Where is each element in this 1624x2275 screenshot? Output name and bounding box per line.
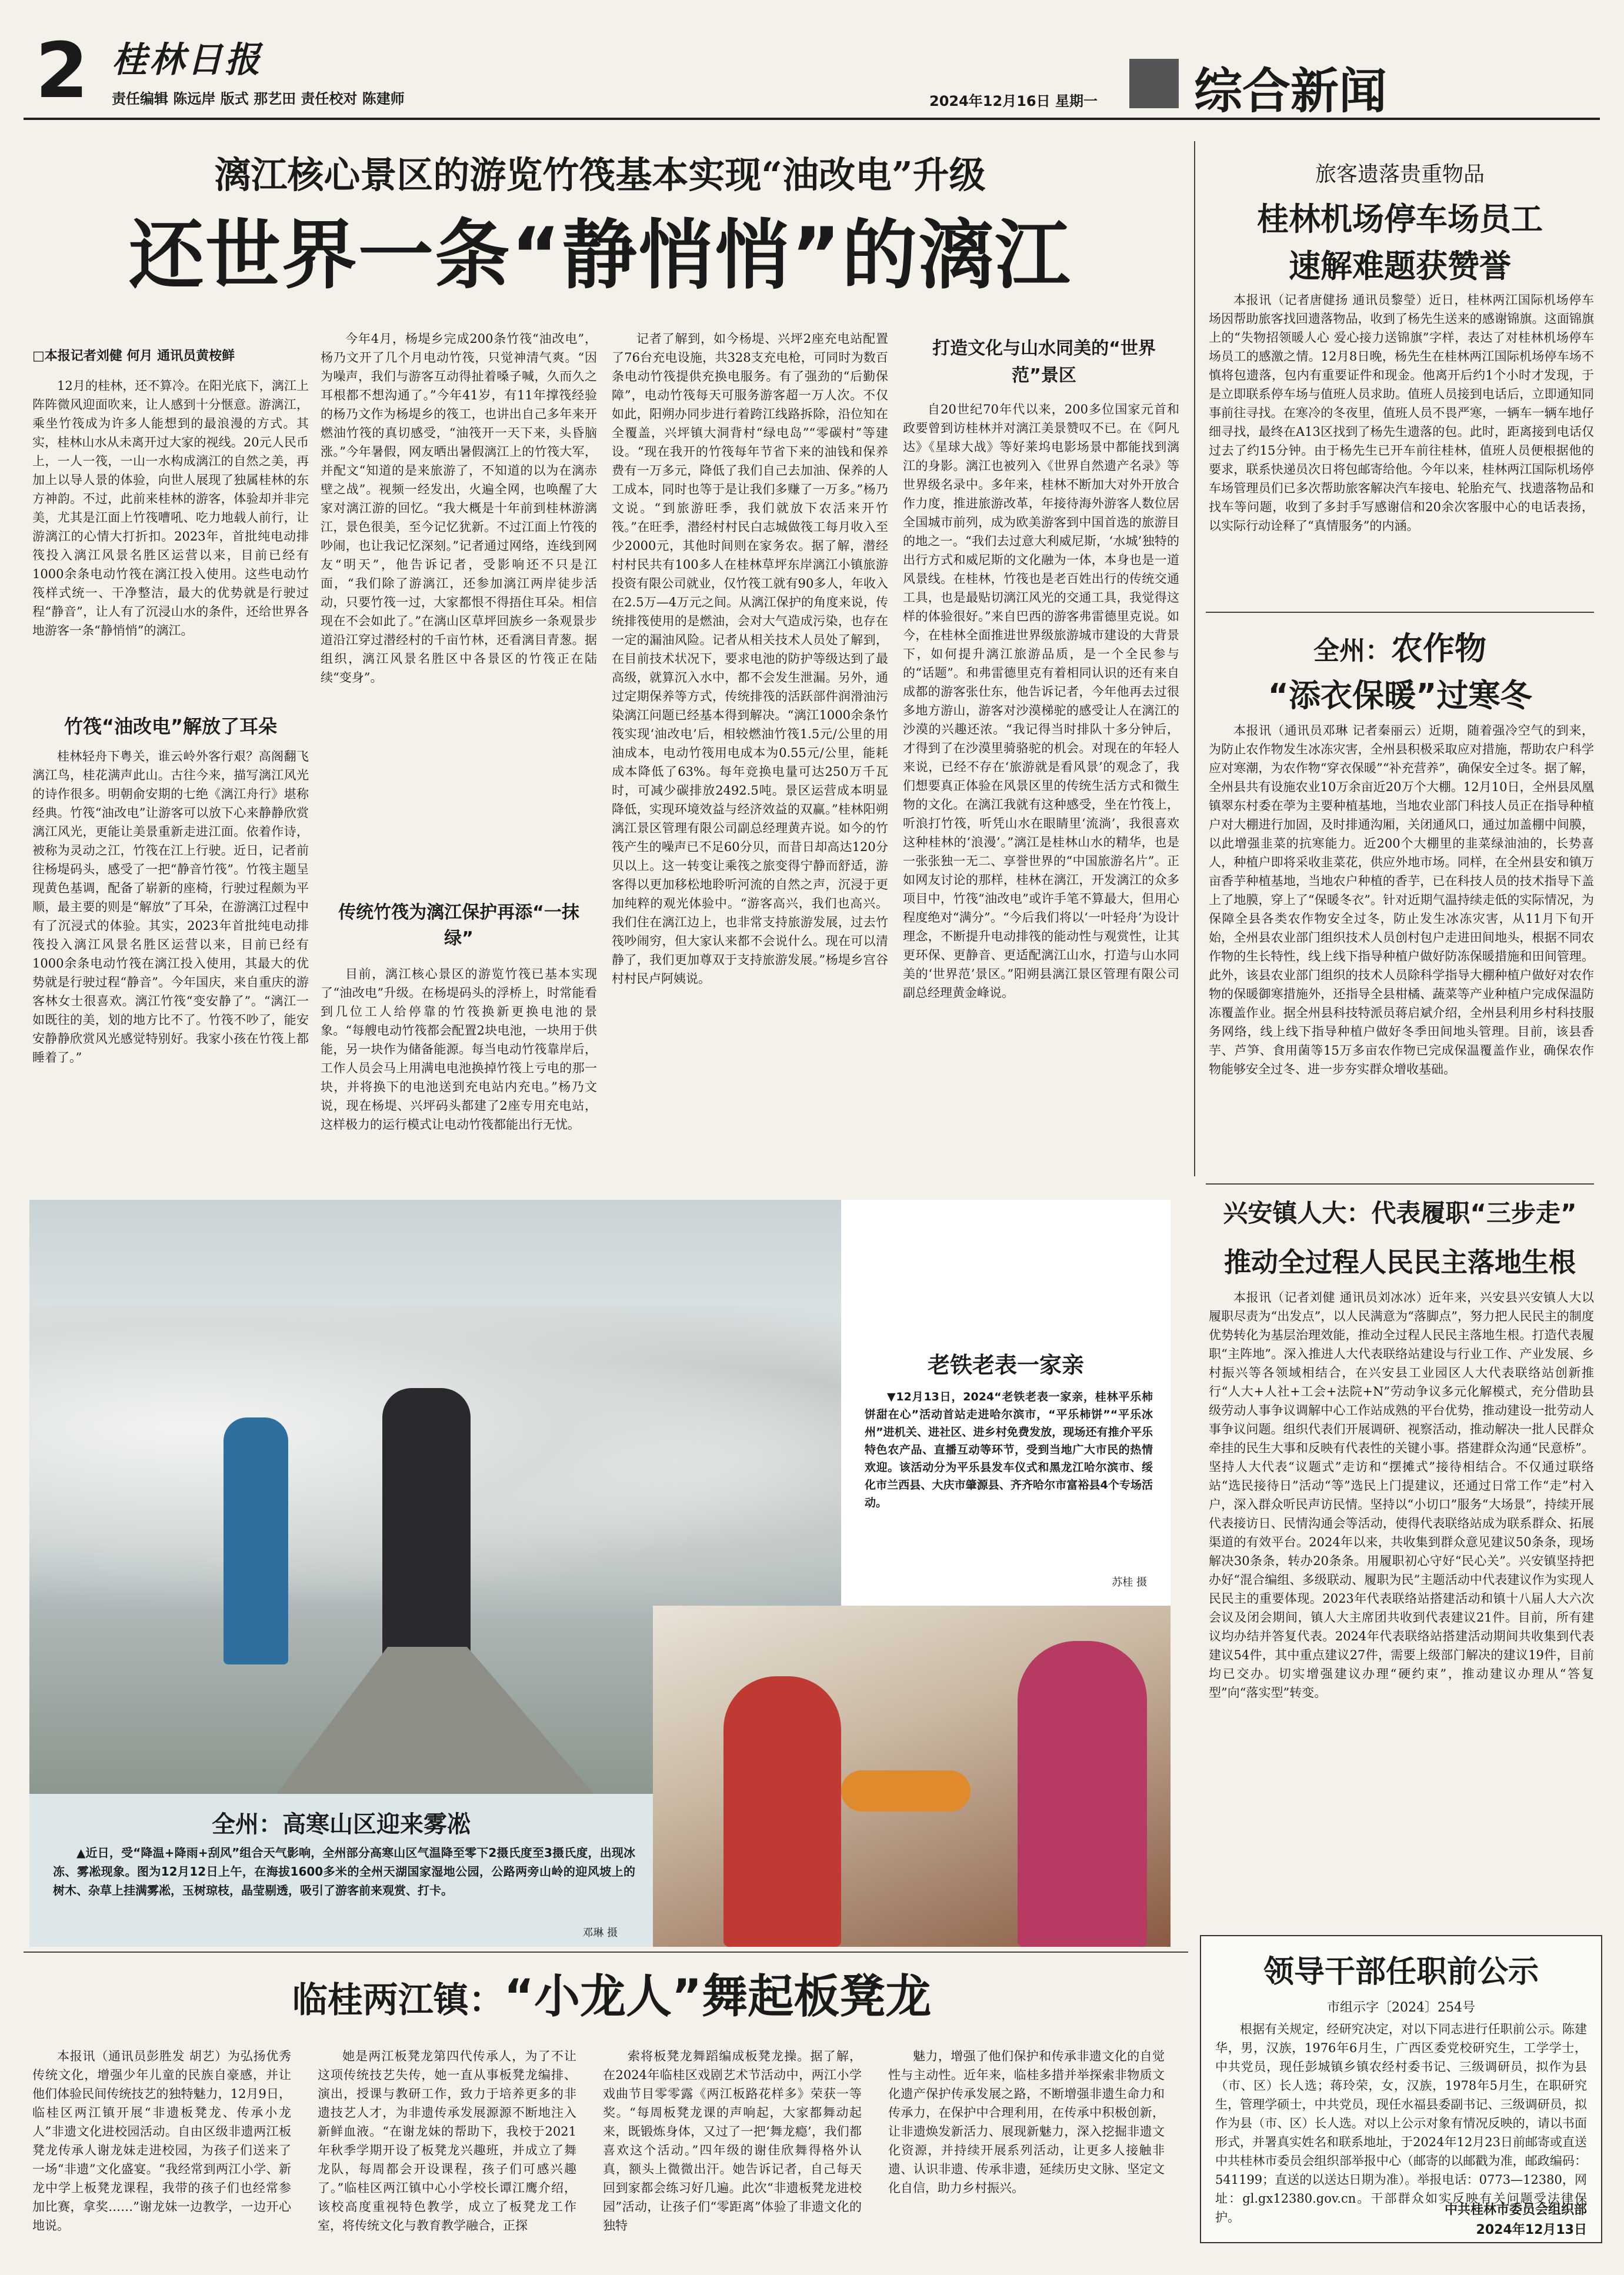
notice-ref: 市组示字〔2024〕254号	[1327, 2000, 1475, 2015]
bottom-headline	[29, 1964, 1194, 2033]
bottom-rule	[24, 1952, 1188, 1953]
rt-rule	[1206, 612, 1594, 613]
notice-body: 根据有关规定，经研究决定，对以下同志进行任职前公示。陈建华，男，汉族，1976年6月生，广西区委党校研究生，工学学士，中共党员，现任彭城镇乡镇农经村委书记、三级调研员，拟作为县（市、区）长人选；蒋玲荣，女，汉族，1978年5月生，在职研究生，管理学硕士，中共党员，现任水福县委副书记、三级调研员，拟作为县（市、区）长人选。对以上公示对象有情况反映的，请以书面形式，并署真实姓名和联系地址，于2024年12月23日前邮寄或直送中共桂林市委员会组织部举报中心（邮寄的以邮戳为准，邮政编码：541199；直送的以送达日期为准）。举报电话：0773—12380，网址：gl.gx12380.gov.cn。干部群众如实反映有关问题受法律保护。	[1215, 2022, 1587, 2224]
lead-col2b: 目前，漓江核心景区的游览竹筏已基本实现了“油改电”升级。在杨堤码头的浮桥上，时常能看到几位工人给停靠的竹筏换新更换电池的景象。“每艘电动竹筏都会配置2块电池，一块用于供能，另一块作为储备能源。每当电动竹筏靠岸后，工作人员会马上用满电电池换掉竹筏上亏电的那一块，并将换下的电池送到充电站内充电。”杨乃文说，现在杨堤、兴坪码头都建了2座专用充电站，这样极力的运行模式让电动竹筏都能出行无忧。	[321, 967, 597, 1132]
persimmon-caption: ▼12月13日，2024“老铁老表一家亲，桂林平乐柿饼甜在心”活动首站走进哈尔滨市，“平乐柿饼”“平乐冰州”进机关、进社区、进乡村免费发放，现场还有推介平乐特色农产品、直播互动等环节，受到当地广大市民的热情欢迎。该活动分为平乐县发车仪式和黑龙江哈尔滨市、绥化市兰西县、大庆市肇源县、齐齐哈尔市富裕县4个专场活动。	[865, 1390, 1153, 1509]
rl-body: 本报讯（记者刘健 通讯员刘冰冰）近年来，兴安县兴安镇人大以履职尽责为“出发点”，以人民满意为“落脚点”，努力把人民民主的制度优势转化为基层治理效能，推动全过程人民民主落地生根。打造代表履职“主阵地”。深入推进人大代表联络站建设与行业工作、产业发展、乡村振兴等各领域相结合，在兴安县工业园区人大代表联络站创新推行“人大+人社+工会+法院+N”劳动争议多元化解模式，充分借助县级劳动人事争议调解中心工作站成熟的平台优势，推动建设一批劳动人事争议问题。组织代表们开展调研、视察活动，推动解决一批人民群众牵挂的民生大事和反映有代表性的关键小事。搭建群众沟通“民意桥”。坚持人大代表“议题式”走访和“摆摊式”接待相结合。不仅通过联络站“选民接待日”活动“等”选民上门提建议，还通过日常工作“走”村入户，深入群众听民声访民情。坚持以“小切口”服务“大场景”，持续开展代表接访日、民情沟通会等活动，使得代表联络站成为联系群众、拓展渠道的有效平台。2024年以来，共收集到群众意见建议50条条，现场解决30条条，转办20条条。用履职初心守好“民心关”。兴安镇坚持把办好“混合编组、多级联动、履职为民”主题活动中代表建议作为实现人民民主的重要体现。2023年代表联络站搭建活动和镇十八届人大六次会议及闭会期间，镇人大主席团共收到代表建议21件。目前，所有建议均办结并答复代表。2024年代表联络站搭建活动期间共收集到代表建议54件，其中重点建议27件，需要上级部门解决的建议19件，目前均已交办。切实增强建议办理“硬约束”，推动建议办理从“答复型”向“落实型”转变。	[1209, 1290, 1594, 1700]
rt-headline-1: 桂林机场停车场员工	[1257, 201, 1543, 238]
lead-sub2: 传统竹筏为漓江保护再添“一抹绿”	[338, 902, 579, 949]
notice-box	[1200, 1935, 1602, 2243]
notice-title: 领导干部任职前公示	[1263, 1954, 1539, 1990]
rm-headline-1	[1206, 623, 1594, 669]
page-number: 2	[35, 26, 89, 115]
bottom-headline-text: “小龙人”舞起板凳龙	[503, 1970, 932, 2023]
bottom-col3: 索将板凳龙舞蹈编成板凳龙操。据了解，在2024年临桂区戏剧艺术节活动中，两江小学戏曲节目零零露《两江板路花样多》荣获一等奖。“每周板凳龙课的声响起，大家都舞动起来，既锻炼身体，又过了一把‘舞龙瘾’，我们都喜欢这个活动。”四年级的谢佳欣舞得格外认真，额头上微微出汗。她告诉记者，自己每天回到家都会练习好几遍。此次“非遗板凳龙进校园”活动，让孩子们“零距离”体验了非遗文化的独特	[603, 2049, 862, 2233]
rm-place: 全州：	[1313, 636, 1391, 666]
lead-byline: □本报记者刘健 何月 通讯员黄桉鲜	[32, 349, 235, 363]
bottom-col2: 她是两江板凳龙第四代传承人，为了不让这项传统技艺失传，她一直从事板凳龙编排、演出，授课与教研工作，致力于培养更多的非遗技艺人才，为非遗传承发展源源不断地注入新鲜血液。“在谢龙妹的帮助下，我校于2021年秋季学期开设了板凳龙兴趣班，并成立了舞龙队，每周都会开设课程，孩子们可感兴趣了。”临桂区两江镇中心小学校长谭江鹰介绍，该校高度重视特色教学，成立了板凳龙工作室，将传统文化与教育教学融合，正探	[318, 2049, 576, 2233]
notice-sign-org: 中共桂林市委员会组织部	[1444, 2203, 1587, 2217]
lead-headline: 还世界一条“静悄悄”的漓江	[128, 212, 1072, 299]
lead-col3: 记者了解到，如今杨堤、兴坪2座充电站配置了76台充电设施，共328支充电枪，可同时为数百条电动竹筏提供充换电服务。有了强劲的“后勤保障”，电动竹筏每天可服务游客超一万人次。不仅如此，阳朔办同步进行着跨江线路拆除，沿位知在全覆盖，兴坪镇大洞背村“绿电岛”“零碳村”等建设。“现在我开的竹筏每年节省下来的油钱和保养费有一万多元，降低了我们自己去加油、保养的人工成本，同时也等于是让我们多赚了一万多。”杨乃文说。“到旅游旺季，我们就放下农活来开竹筏。”在旺季，潜经村村民白志城做筏工每月收入至少2000元，其他时间则在家务农。据了解，潜经村村民共有100多人在桂林草坪东岸漓江小镇旅游投资有限公司就业，仅竹筏工就有90多人，年收入在2.5万—4万元之间。从漓江保护的角度来说，传统排筏使用的是燃油，会对大气造成污染，也存在一定的漏油风险。记者从相关技术人员处了解到，在目前技术状况下，要求电池的防护等级达到了最高级，就算沉入水中，都不会发生泄漏。另外，通过定期保养等方式，传统排筏的活跃部件润滑油污染漓江问题已经基本得到解决。“漓江1000余条竹筏实现‘油改电’后，相较燃油竹筏1.5元/公里的用油成本，电动竹筏用电成本为0.55元/公里，能耗成本降低了63%。每年竞换电量可达250万千瓦时，可减少碳排放2492.5吨。景区运营成本明显降低，实现环境效益与经济效益的双赢。”桂林阳朔漓江景区管理有限公司副总经理黄卉说。如今的竹筏产生的噪声已不足60分贝，而昔日却高达120分贝以上。这一转变让乘筏之旅变得宁静而舒适，游客得以更加移松地聆听河流的自然之声，沉浸于更加纯粹的观光体验中。“游客高兴，我们也高兴。我们住在漓江边上，也非常支持旅游发展，过去竹筏吵闹穷，但大家认来都不会说什么。现在可以清静了，我们更加尊双于支持旅游发展。”杨堤乡宫谷村村民卢阿姨说。	[612, 332, 888, 986]
rl-headline-2: 推动全过程人民民主落地生根	[1224, 1246, 1576, 1278]
section-marker	[1129, 59, 1179, 108]
staff-line: 责任编辑 陈远岸 版式 那艺田 责任校对 陈建师	[112, 91, 405, 107]
lead-sub3: 打造文化与山水同美的“世界范”景区	[932, 338, 1156, 386]
persimmon-photo	[653, 1606, 1171, 1947]
lead-kicker: 漓江核心景区的游览竹筏基本实现“油改电”升级	[214, 154, 986, 196]
rm-headline-text: 农作物	[1391, 630, 1486, 667]
rt-kicker: 旅客遗落贵重物品	[1315, 162, 1485, 186]
lead-sub1: 竹筏“油改电”解放了耳朵	[64, 715, 278, 738]
persimmon-tray	[841, 1770, 971, 1812]
bottom-col4: 魅力，增强了他们保护和传承非遗文化的自觉性与主动性。近年来，临桂多措并举探索非物质文化遗产保护传承发展之路，不断增强非遗生命力和传承力，在保护中合理利用，在传承中积极创新，让非遗焕发新活力、展现新魅力，深入挖掘非遗文化资源，并持续开展系列活动，让更多人接触非遗、认识非遗、传承非遗，延续历史文脉、坚定文化自信，助力乡村振兴。	[888, 2049, 1165, 2195]
persimmon-credit: 苏桂 摄	[1112, 1576, 1147, 1589]
section-name: 综合新闻	[1194, 64, 1388, 119]
masthead	[24, 24, 1600, 120]
rm-rule	[1206, 1183, 1594, 1185]
rt-headline-2: 速解难题获赞誉	[1289, 248, 1511, 285]
rm-body: 本报讯（通讯员邓琳 记者秦丽云）近期，随着强冷空气的到来，为防止农作物发生冰冻灾害，全州县积极采取应对措施，帮助农户科学应对寒潮，为农作物“穿衣保暖”“补充营养”，确保安全过冬。据了解，全州县共有设施农业10万余亩近20万个大棚。12月10日，全州县凤凰镇翠东村委在荸为主要种植基地，当地农业部门科技人员正在指导种植户对大棚进行加固，及时排通沟厢，关闭通风口，通过加盖棚中间膜，以此增强韭菜的抗寒能力。近200个大棚里的韭菜绿油油的，长势喜人，种植户即将采收韭菜花，供应外地市场。同样，在全州县安和镇万亩香芋种植基地，当地农户种植的香芋，已在科技人员的技术指导下盖上了地膜，穿上了“保暖冬衣”。针对近期气温持续走低的实际情况，为保障全县各类农作物安全过冬，防止发生冰冻灾害，从11月下旬开始，全州县农业部门组织技术人员创村包户走进田间地头，根据不同农作物的生长特性，线上线下指导种植户做好防冻保暖措施和田间管理。此外，该县农业部门组织的技术人员除科学指导大棚种植户做好对农作物的保暖御寒措施外，还指导全县柑橘、蔬菜等产业种植户完成保温防冻覆盖作业。据全州县科技特派员蒋启斌介绍，全州县利用乡村科技服务网络，线上线下指导种植户做好冬季田间地头管理。目前，该县香芋、芦笋、食用菌等15万多亩农作物已完成保温覆盖作业，确保农作物能够安全过冬、进一步夯实群众增收基础。	[1209, 723, 1594, 1076]
lead-col1b: 桂林轻舟下粤关，谁云岭外客行艰？高阁翻飞漓江鸟，桂花满声此山。古往今来，描写漓江风光的诗作很多。明朝俞安期的七绝《漓江舟行》堪称经典。竹筏“油改电”让游客可以放下心来静静欣赏漓江风光，更能让美景重新走进江面。依着作诗，被称为灵动之江，竹筏在江上行驶。近日，记者前往杨堤码头，感受了一把“静音竹筏”。竹筏主题呈现黄色基调，配备了崭新的座椅，行驶过程颇为平顺，最主要的则是“解放”了耳朵，在游漓江过程中有了沉浸式的体验。其实，2023年首批纯电动排筏投入漓江风景名胜区运营以来，目前已经有1000余条电动竹筏在漓江投入使用，其最大的优势就是行驶过程“静音”。今年国庆，来自重庆的游客林女士很喜欢。漓江竹筏“变安静了”。“漓江一如既往的美，划的地方比不了。竹筏不吵了，能安安静静欣赏风光感觉特别好。我家小孩在竹筏上都睡着了。”	[32, 749, 309, 1065]
rime-caption-title: 全州：高寒山区迎来雾凇	[212, 1811, 471, 1838]
column-rule	[1194, 141, 1195, 1176]
lead-col2: 今年4月，杨堤乡完成200条竹筏“油改电”，杨乃文开了几个月电动竹筏，只觉神清气爽。“因为噪声，我们与游客互动得扯着嗓子喊，久而久之耳根都不想沟通了。”今年41岁，有11年撑筏经验的杨乃文作为杨堤乡的筏工，也讲出自己多年来开燃油竹筏的真切感受，“油筏开一天下来，头昏脑涨。”今年暑假，网友晒出暑假漓江上的竹筏大军，并配文“知道的是来旅游了，不知道的以为在漓赤壁之战”。视频一经发出，火遍全网，也唤醒了大家对漓江游的回忆。“我大概是十年前到桂林游漓江，景色很美，至今记忆犹新。不过江面上竹筏的吵闹，也让我记忆深刻。”记者通过网络，连线到网友“明天”，他告诉记者，受影响还不只是江面，“我们除了游漓江，还参加漓江两岸徒步活动，只要竹筏一过，大家都恨不得捂住耳朵。相信现在不会如此了。”在漓山区草坪回族乡一条观景步道沿江穿过潜经村的千亩竹林，还看漓目青葱。据组织，漓江风景名胜区中各景区的竹筏正在陆续“变身”。	[321, 332, 597, 685]
woman-figure-left	[723, 1676, 841, 1947]
bottom-col1: 本报讯（通讯员彭胜发 胡艺）为弘扬优秀传统文化，增强少年儿童的民族自豪感，并让他们体验民间传统技艺的独特魅力，12月9日，临桂区两江镇开展“非遗板凳龙、传承小龙人”非遗文化进校园活动。自由区级非遗两江板凳龙传承人谢龙妹走进校园，为孩子们送来了一场“非遗”文化盛宴。“我经常到两江小学、新龙中学上板凳龙课程，我带的孩子们也经常参加比赛，拿奖……”谢龙妹一边教学，一边开心地说。	[32, 2049, 291, 2233]
rime-credit: 邓琳 摄	[582, 1927, 618, 1939]
rm-headline-2: “添衣保暖”过寒冬	[1268, 677, 1532, 714]
issue-date: 2024年12月16日 星期一	[929, 93, 1098, 109]
rt-body: 本报讯（记者唐健扬 通讯员黎瑩）近日，桂林两江国际机场停车场因帮助旅客找回遗落物品，收到了杨先生送来的感谢锦旗。这面锦旗上的“失物招领暖人心 爱心接力送锦旗”字样，表达了对桂林机场停车场员工的感激之情。12月8日晚，杨先生在桂林两江国际机场停车场不慎将包遗落，包内有重要证件和现金。他离开后约1个小时才发现，于是立即联系停车场与值班人员求助。值班人员接到电话后，立即通知同事前往寻找。在寒冷的冬夜里，值班人员不畏严寒，一辆车一辆车地仔细寻找，最终在A13区找到了杨先生遗落的包。此时，距离接到电话仅过去了约15分钟。由于杨先生已开车前往桂林，值班人员便根据他的要求，联系快递员次日将包邮寄给他。今年以来，桂林两江国际机场停车场管理员们已多次帮助旅客解决汽车接电、轮胎充气、找遗落物品和找车等问题，收到了多封手写感谢信和20余次客服中心的电话表扬，以实际行动诠释了“真情服务”的内涵。	[1209, 293, 1594, 533]
persimmon-caption-title: 老铁老表一家亲	[927, 1352, 1084, 1378]
lead-col4: 自20世纪70年代以来，200多位国家元首和政要曾到访桂林并对漓江美景赞叹不已。在《阿凡达》《星球大战》等好莱坞电影场景中都能找到漓江的身影。漓江也被列入《世界自然遗产名录》等世界级名录中。多年来，桂林不断加大对外开放合作力度，推进旅游改革，年接待海外游客人数位居全国城市前列，成为欧美游客到中国首选的旅游目的地之一。“我们去过意大利威尼斯，‘水城’独特的出行方式和威尼斯的文化融为一体，本身也是一道风景线。在桂林，竹筏也是老百姓出行的传统交通工具，也是最贴切漓江风光的交通工具，我觉得这样的体验很好。”来自巴西的游客弗雷德里克说。如今，在桂林全面推进世界级旅游城市建设的大背景下，如何提升漓江旅游品质，是一个全民参与的“话题”。和弗雷德里克有着相同认识的还有来自成都的游客张仕东，他告诉记者，今年他再去过很多地方游山，游客对沙漠梯驼的感受让人在漓江的沙漠的兴趣还浓。“我记得当时排队十多分钟后，才得到了在沙漠里骑骆驼的机会。对现在的年轻人来说，已经不存在‘旅游就是看风景’的观念了，我们想要真正体验在风景区里的传统生活方式和微生物的文化。在漓江我就有这种感受，坐在竹筏上，听浪打竹筏，听凭山水在眼睛里‘流淌’，我很喜欢这种桂林的‘浪漫’。”漓江是桂林山水的精华，也是一张张独一无二、享誉世界的“中国旅游名片”。正如网友讨论的那样，桂林在漓江，开发漓江的众多项目中，竹筏“油改电”或许手笔不算最大，但用心程度绝对“满分”。“今后我们将以‘一叶轻舟’为设计理念，不断提升电动排筏的能动性与观赏性，让其更环保、更静音、更适配漓江山水，打造与山水同美的‘世界范’景区。”阳朔县漓江景区管理有限公司副总经理黄金峰说。	[903, 402, 1179, 1000]
woman-figure-right	[1018, 1641, 1147, 1947]
persimmon-caption-box	[841, 1200, 1171, 1606]
rime-caption: ▲近日，受“降温+降雨+刮风”组合天气影响，全州部分高寒山区气温降至零下2摄氏度至3摄氏度，出现冰冻、雾凇现象。图为12月12日上午，在海拔1600多米的全州天湖国家湿地公园，公路两旁山岭的迎风坡上的树木、杂草上挂满雾凇，玉树琼枝，晶莹剔透，吸引了游客前来观赏、打卡。	[53, 1846, 635, 1897]
lead-col1: 12月的桂林，还不算冷。在阳光底下，漓江上阵阵微风迎面吹来，让人感到十分惬意。游漓江，乘坐竹筏成为许多人能想到的最浪漫的方式。其实，桂林山水从未离开过大家的视线。20元人民币上，一人一筏，一山一水构成漓江的自然之美，再加上以导人景的体验，向世人展现了独属桂林的东方神韵。不过，此前来桂林的游客，体验却并非完美，尤其是江面上竹筏嘈吼、吃力地载人前行，让游漓江的心情大打折扣。2023年，首批纯电动排筏投入漓江风景名胜区运营以来，目前已经有1000余条电动竹筏在漓江投入使用。这些电动竹筏样式统一、干净整洁，最大的优势就是行驶过程“静音”，让人有了沉浸山水的条件，还给世界各地游客一条“静悄悄”的漓江。	[32, 379, 309, 638]
paper-name: 桂林日报	[112, 39, 262, 81]
bottom-place: 临桂两江镇：	[292, 1980, 504, 2021]
photographer-figure	[224, 1417, 288, 1664]
road	[276, 1647, 594, 1794]
notice-sign-date: 2024年12月13日	[1476, 2223, 1587, 2237]
rl-headline-1: 兴安镇人大：代表履职“三步走”	[1223, 1199, 1577, 1227]
rime-caption-box	[29, 1794, 653, 1947]
